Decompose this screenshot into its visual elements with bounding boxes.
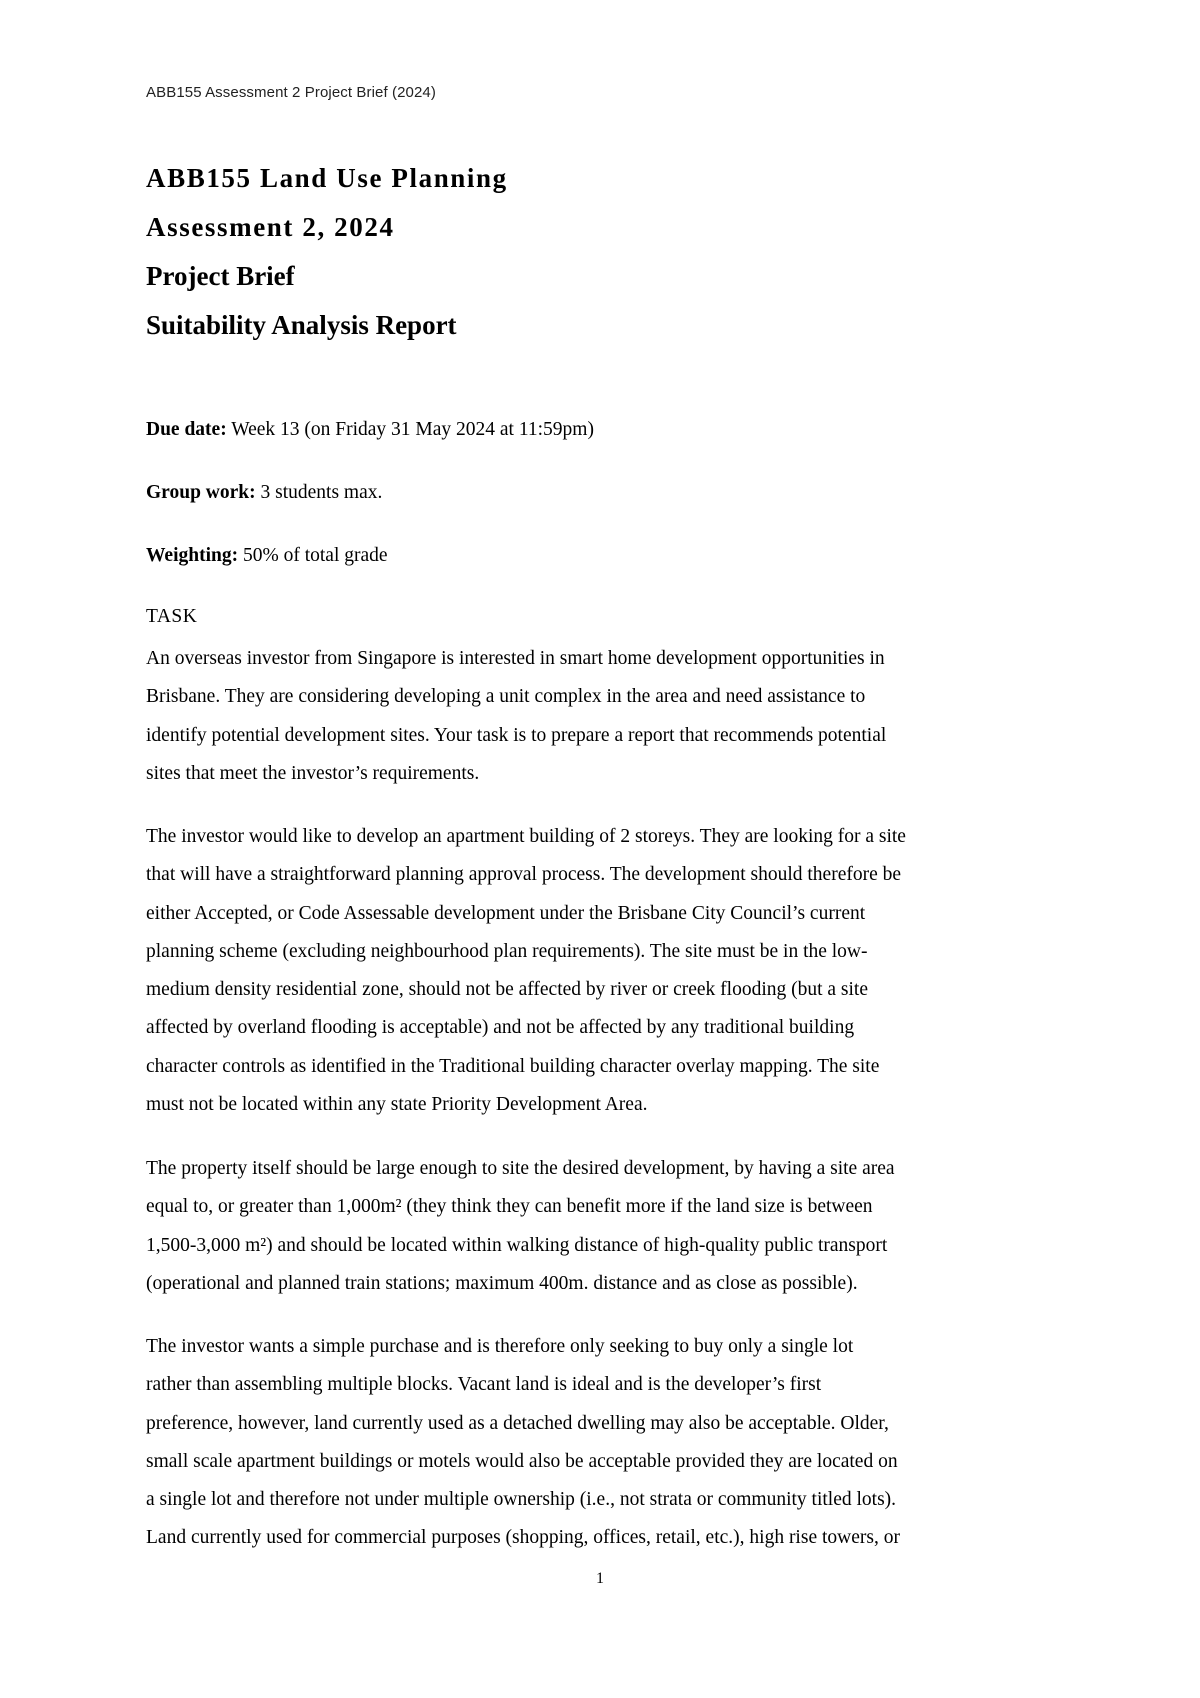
weighting-label: Weighting: [146, 545, 239, 566]
paragraph-line: must not be located within any state Priority Development Area. [146, 1094, 648, 1116]
paragraph-line: The property itself should be large enough to site the desired development, by having a site area [146, 1158, 895, 1179]
group-work-line [146, 482, 382, 504]
group-work-label: Group work: [146, 482, 256, 503]
task-paragraph-3 [146, 1150, 1066, 1303]
task-heading: TASK [146, 606, 198, 627]
paragraph-line: (operational and planned train stations; maximum 400m. distance and as close as possible). [146, 1272, 858, 1294]
due-date-value: Week 13 (on Friday 31 May 2024 at 11:59pm) [226, 419, 594, 440]
assessment-title: Assessment 2, 2024 [146, 212, 395, 242]
title-block [146, 154, 508, 350]
weighting-line [146, 545, 388, 567]
paragraph-line: The investor would like to develop an apartment building of 2 storeys. They are looking for a site [146, 826, 906, 847]
paragraph-line: The investor wants a simple purchase and is therefore only seeking to buy only a single lot [146, 1336, 854, 1357]
paragraph-line: a single lot and therefore not under multiple ownership (i.e., not strata or community titled lots). [146, 1489, 897, 1511]
brief-title: Project Brief [146, 261, 295, 291]
course-title: ABB155 Land Use Planning [146, 163, 508, 193]
paragraph-line: sites that meet the investor’s requirements. [146, 762, 480, 784]
paragraph-line: rather than assembling multiple blocks. Vacant land is ideal and is the developer’s first [146, 1374, 822, 1396]
due-date-label: Due date: [146, 419, 227, 440]
paragraph-line: small scale apartment buildings or motels would also be acceptable provided they are located on [146, 1450, 898, 1472]
paragraph-line: that will have a straightforward planning approval process. The development should therefore be [146, 864, 902, 886]
paragraph-line: medium density residential zone, should not be affected by river or creek flooding (but a site [146, 979, 869, 1001]
running-header: ABB155 Assessment 2 Project Brief (2024) [146, 84, 436, 101]
report-title: Suitability Analysis Report [146, 310, 457, 340]
paragraph-line: planning scheme (excluding neighbourhood plan requirements). The site must be in the low- [146, 940, 868, 962]
task-paragraph-1 [146, 640, 1066, 793]
weighting-value: 50% of total grade [238, 545, 388, 566]
paragraph-line: equal to, or greater than 1,000m² (they think they can benefit more if the land size is between [146, 1196, 873, 1218]
task-paragraph-2 [146, 818, 1066, 1124]
paragraph-line: either Accepted, or Code Assessable development under the Brisbane City Council’s current [146, 902, 866, 924]
paragraph-line: preference, however, land currently used as a detached dwelling may also be acceptable. Older, [146, 1412, 889, 1434]
paragraph-line: character controls as identified in the Traditional building character overlay mapping. The site [146, 1055, 880, 1077]
due-date-line [146, 419, 594, 441]
paragraph-line: An overseas investor from Singapore is interested in smart home development opportunities in [146, 648, 885, 669]
task-paragraph-4 [146, 1328, 1066, 1558]
paragraph-line: Brisbane. They are considering developing a unit complex in the area and need assistance to [146, 686, 866, 708]
paragraph-line: 1,500-3,000 m²) and should be located within walking distance of high-quality public transport [146, 1234, 888, 1256]
group-work-value: 3 students max. [255, 482, 383, 503]
paragraph-line: identify potential development sites. Your task is to prepare a report that recommends potential [146, 724, 887, 746]
paragraph-line: Land currently used for commercial purposes (shopping, offices, retail, etc.), high rise towers, or [146, 1527, 900, 1549]
paragraph-line: affected by overland flooding is acceptable) and not be affected by any traditional building [146, 1017, 855, 1039]
page-number: 1 [596, 1570, 604, 1587]
